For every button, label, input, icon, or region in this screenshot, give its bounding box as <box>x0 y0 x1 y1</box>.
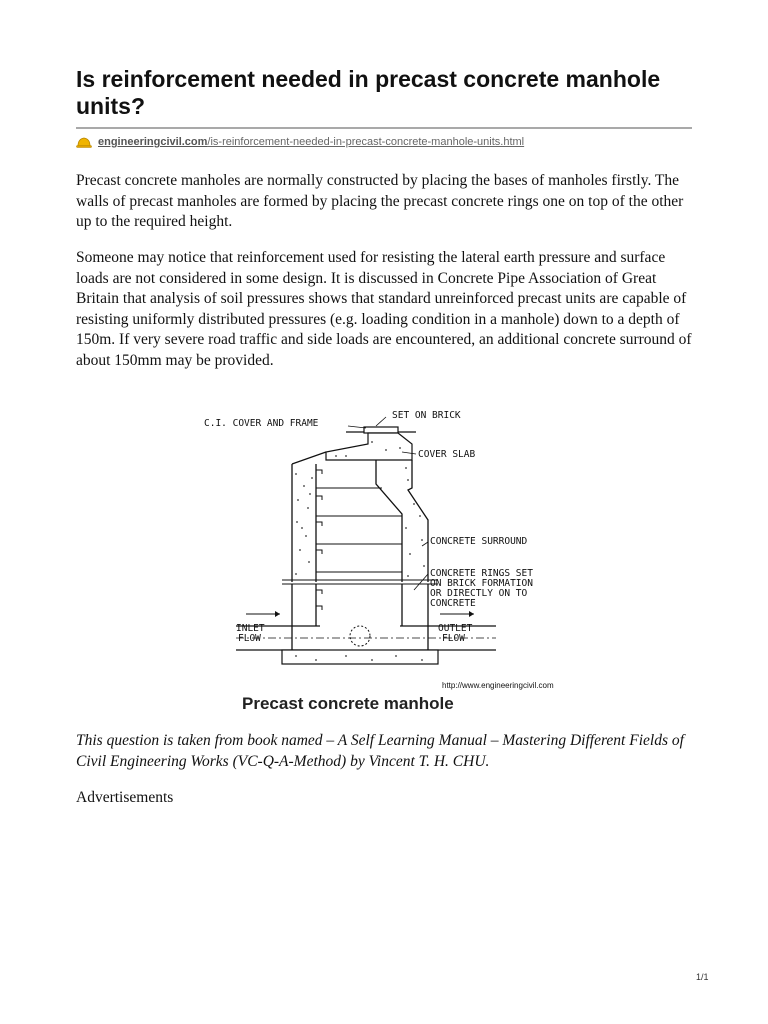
label-ci-cover: C.I. COVER AND FRAME <box>204 418 319 429</box>
manhole-diagram <box>196 404 586 716</box>
label-rings-2: ON BRICK FORMATION <box>430 578 533 589</box>
manhole-drawing <box>196 404 586 716</box>
concrete-stipple <box>295 441 425 577</box>
figure-caption: Precast concrete manhole <box>242 694 454 713</box>
title-divider <box>76 127 692 129</box>
source-link[interactable] <box>76 134 524 150</box>
label-cover-slab: COVER SLAB <box>418 449 476 460</box>
manhole-base <box>282 650 438 664</box>
channel-section <box>350 626 370 646</box>
label-inlet: INLET <box>236 623 265 634</box>
cover-slab <box>326 433 412 460</box>
source-note: This question is taken from book named – A Self Learning Manual – Mastering Different Fields of Civil Engineering Works (VC-Q-A-Method) by Vincent T. H. CHU. <box>76 732 684 770</box>
source-path[interactable]: /is-reinforcement-needed-in-precast-concrete-manhole-units.html <box>207 136 525 148</box>
label-outlet: OUTLET <box>438 623 473 634</box>
label-rings-3: OR DIRECTLY ON TO <box>430 588 528 599</box>
label-rings-4: CONCRETE <box>430 598 476 609</box>
label-rings-1: CONCRETE RINGS SET <box>430 568 533 579</box>
advertisements-label: Advertisements <box>76 789 174 806</box>
label-inlet-flow: FLOW <box>238 633 261 644</box>
label-concrete-surround: CONCRETE SURROUND <box>430 536 528 547</box>
step-irons <box>316 470 322 610</box>
cover-frame <box>364 427 398 433</box>
page-number: 1/1 <box>696 972 709 982</box>
paragraph-1: Precast concrete manholes are normally constructed by placing the bases of manholes firstly. The walls of precast manholes are formed by placing the precast concrete rings one on top of the other up to the required height. <box>76 172 684 230</box>
label-set-on-brick: SET ON BRICK <box>392 410 461 421</box>
hard-hat-icon <box>76 136 92 148</box>
label-outlet-flow: FLOW <box>442 633 465 644</box>
source-domain[interactable]: engineeringcivil.com <box>98 136 208 148</box>
paragraph-2: Someone may notice that reinforcement used for resisting the lateral earth pressure and surface loads are not considered in some design. It is discussed in Concrete Pipe Association of Great Britain that analysis of soil pressures shows that standard unreinforced precast units are capable of resisting uniformly distributed pressures (e.g. loading condition in a manhole) down to a depth of 150m. If very severe road traffic and side loads are encountered, an additional concrete surround of about 150mm may be provided. <box>76 249 692 369</box>
figure-url: http://www.engineeringcivil.com <box>442 681 554 690</box>
inner-wall-right <box>376 460 402 582</box>
outer-wall-right <box>408 460 428 582</box>
page-title: Is reinforcement needed in precast concrete manhole units? <box>76 66 661 119</box>
